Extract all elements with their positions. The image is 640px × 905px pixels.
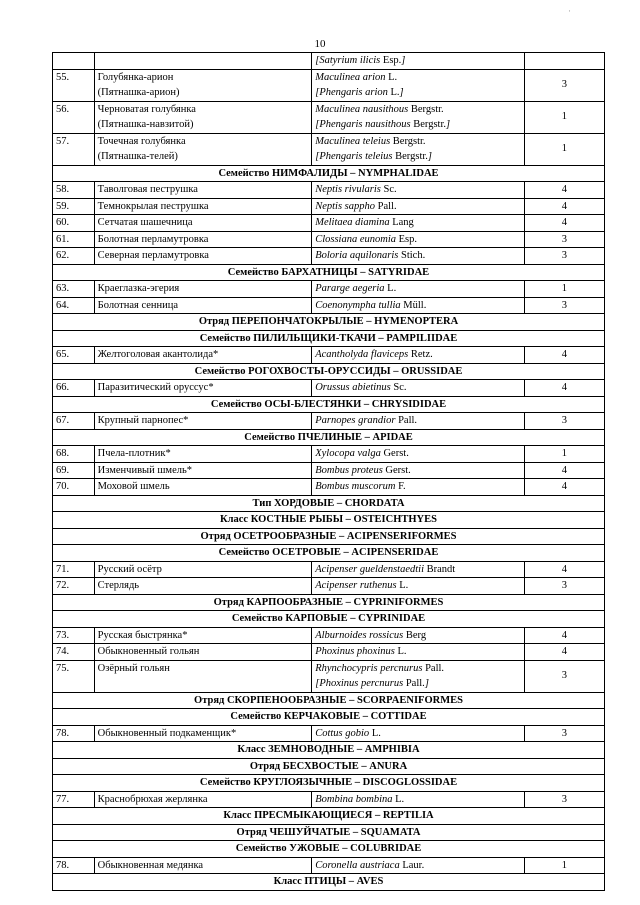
russian-name	[94, 101, 312, 133]
russian-name	[94, 578, 312, 595]
section-header-row	[53, 495, 605, 512]
scientific-name: Bombus muscorum	[315, 481, 396, 492]
latin-name	[312, 446, 524, 463]
russian-name	[94, 281, 312, 298]
latin-name-line	[315, 628, 520, 644]
russian-name	[94, 462, 312, 479]
author: Bergstr.	[413, 119, 447, 130]
corner-mark: ·	[568, 6, 571, 16]
russian-name	[94, 215, 312, 232]
latin-name-line	[315, 232, 520, 248]
russian-name-line: Пчела-плотник*	[97, 448, 171, 459]
row-number: 65.	[53, 347, 95, 364]
russian-name-line: Обыкновенный подкаменщик*	[97, 727, 237, 739]
section-header-row	[53, 363, 605, 380]
category: 4	[524, 347, 604, 364]
latin-name	[312, 281, 524, 298]
russian-name-line: Русская быстрянка*	[97, 629, 188, 641]
scientific-name: Maculinea teleius	[315, 135, 391, 147]
row-number: 67.	[53, 413, 95, 430]
latin-name	[312, 347, 524, 364]
category: 3	[524, 578, 604, 595]
section-header: Семейство РОГОХВОСТЫ-ОРУССИДЫ – ORUSSIDAE	[53, 363, 605, 380]
russian-name-line: (Пятнашка-арион)	[97, 87, 180, 98]
scientific-name: Bombus proteus	[315, 464, 383, 476]
russian-name-line: Изменчивый шмель*	[97, 464, 193, 476]
category: 3	[524, 248, 604, 265]
russian-name	[94, 198, 312, 215]
table-row	[53, 479, 605, 496]
scientific-name: Phengaris arion	[319, 87, 388, 98]
category: 1	[524, 101, 604, 133]
table-row	[53, 462, 605, 479]
scientific-name: Phoxinus percnurus	[319, 678, 404, 689]
russian-name-line: Крупный парнопес*	[97, 415, 189, 426]
russian-name	[94, 627, 312, 644]
row-number: 57.	[53, 133, 95, 165]
category: 3	[524, 660, 604, 692]
table-row	[53, 297, 605, 314]
category: 4	[524, 198, 604, 215]
russian-name-line: Точечная голубянка	[97, 135, 186, 147]
scientific-name: Cottus gobio	[315, 727, 370, 739]
category: 4	[524, 644, 604, 661]
table-row	[53, 69, 605, 101]
scientific-name: Orussus abietinus	[315, 382, 391, 393]
category	[524, 53, 604, 70]
category: 3	[524, 69, 604, 101]
section-header-row	[53, 692, 605, 709]
scientific-name: Maculinea nausithous	[315, 103, 409, 115]
species-table-body	[53, 53, 605, 891]
table-row	[53, 644, 605, 661]
latin-name	[312, 101, 524, 133]
russian-name	[94, 561, 312, 578]
author: L.	[371, 727, 381, 739]
category: 4	[524, 462, 604, 479]
latin-name-line	[315, 281, 520, 297]
row-number: 56.	[53, 101, 95, 133]
row-number: 77.	[53, 791, 95, 808]
section-header: Отряд БЕСХВОСТЫЕ – ANURA	[53, 758, 605, 775]
latin-name-line	[315, 298, 520, 314]
russian-name	[94, 133, 312, 165]
table-row	[53, 231, 605, 248]
row-number: 68.	[53, 446, 95, 463]
section-header: Семейство НИМФАЛИДЫ – NYMPHALIDAE	[53, 165, 605, 182]
latin-name-line	[315, 248, 520, 264]
author: F.	[398, 481, 406, 492]
table-row	[53, 561, 605, 578]
section-header: Семейство УЖОВЫЕ – COLUBRIDAE	[53, 841, 605, 858]
russian-name-line: Темнокрылая пеструшка	[97, 200, 209, 212]
table-row	[53, 53, 605, 70]
section-header-row	[53, 808, 605, 825]
russian-name-line: Стерлядь	[97, 580, 140, 591]
section-header: Семейство КЕРЧАКОВЫЕ – COTTIDAE	[53, 709, 605, 726]
scientific-name: Boloria aquilonaris	[315, 250, 399, 261]
row-number: 59.	[53, 198, 95, 215]
author: Pall.	[405, 678, 425, 689]
author: Gerst.	[385, 464, 411, 476]
category: 4	[524, 182, 604, 199]
latin-name	[312, 69, 524, 101]
author: L.	[399, 580, 409, 591]
section-header: Отряд ПЕРЕПОНЧАТОКРЫЛЫЕ – HYMENOPTERA	[53, 314, 605, 331]
author: Bergstr.	[392, 135, 426, 147]
table-row	[53, 133, 605, 165]
author: Brandt	[426, 563, 456, 575]
section-header-row	[53, 874, 605, 891]
latin-name-line	[315, 70, 520, 86]
scientific-name: Coenonympha tullia	[315, 299, 401, 311]
latin-name-line	[315, 792, 520, 808]
category: 3	[524, 231, 604, 248]
section-header: Тип ХОРДОВЫЕ – CHORDATA	[53, 495, 605, 512]
row-number	[53, 53, 95, 70]
category: 3	[524, 725, 604, 742]
latin-name	[312, 578, 524, 595]
latin-name	[312, 297, 524, 314]
category: 4	[524, 215, 604, 232]
russian-name-line: Сетчатая шашечница	[97, 217, 193, 228]
scientific-name: Phengaris teleius	[319, 151, 393, 162]
latin-name	[312, 857, 524, 874]
russian-name-line: Паразитический оруссус*	[97, 382, 214, 393]
latin-name-line	[315, 726, 520, 742]
russian-name	[94, 182, 312, 199]
section-header-row	[53, 429, 605, 446]
russian-name	[94, 380, 312, 397]
latin-name	[312, 479, 524, 496]
section-header: Семейство КАРПОВЫЕ – CYPRINIDAE	[53, 611, 605, 628]
latin-name	[312, 413, 524, 430]
table-row	[53, 380, 605, 397]
russian-name	[94, 857, 312, 874]
row-number: 58.	[53, 182, 95, 199]
russian-name	[94, 69, 312, 101]
russian-name	[94, 725, 312, 742]
russian-name-line: Краснобрюхая жерлянка	[97, 793, 208, 805]
scientific-name: Pararge aegeria	[315, 283, 385, 294]
scientific-name: Phoxinus phoxinus	[315, 646, 395, 657]
section-header-row	[53, 709, 605, 726]
latin-name-line	[315, 134, 520, 150]
author: Esp.	[382, 55, 402, 66]
latin-name	[312, 462, 524, 479]
russian-name-line: Болотная перламутровка	[97, 233, 209, 245]
row-number: 78.	[53, 857, 95, 874]
section-header: Класс ПТИЦЫ – AVES	[53, 874, 605, 891]
table-row	[53, 725, 605, 742]
author: Esp.	[398, 233, 418, 245]
section-header-row	[53, 824, 605, 841]
russian-name-line: Болотная сенница	[97, 299, 179, 311]
latin-name	[312, 133, 524, 165]
category: 3	[524, 791, 604, 808]
table-row	[53, 215, 605, 232]
scientific-name: Coronella austriaca	[315, 859, 400, 871]
russian-name	[94, 53, 312, 70]
latin-name-line	[315, 446, 520, 462]
scientific-name: Phengaris nausithous	[319, 119, 411, 130]
author: L.	[395, 793, 405, 805]
row-number: 73.	[53, 627, 95, 644]
latin-name	[312, 660, 524, 692]
latin-name-line	[315, 578, 520, 594]
latin-name	[312, 231, 524, 248]
latin-name-line	[315, 347, 520, 363]
latin-name	[312, 215, 524, 232]
row-number: 55.	[53, 69, 95, 101]
russian-name-line: Моховой шмель	[97, 481, 170, 492]
author: Müll.	[403, 299, 427, 311]
section-header: Отряд КАРПООБРАЗНЫЕ – CYPRINIFORMES	[53, 594, 605, 611]
latin-name	[312, 644, 524, 661]
section-header-row	[53, 594, 605, 611]
latin-name	[312, 725, 524, 742]
russian-name	[94, 347, 312, 364]
russian-name	[94, 660, 312, 692]
row-number: 72.	[53, 578, 95, 595]
russian-name-line: Русский осётр	[97, 563, 162, 575]
section-header-row	[53, 165, 605, 182]
section-header: Семейство ПЧЕЛИНЫЕ – APIDAE	[53, 429, 605, 446]
latin-name	[312, 53, 524, 70]
row-number: 70.	[53, 479, 95, 496]
section-header: Семейство КРУГЛОЯЗЫЧНЫЕ – DISCOGLOSSIDAE	[53, 775, 605, 792]
section-header-row	[53, 611, 605, 628]
latin-name-line: [Phengaris arion L.]	[315, 87, 404, 98]
table-row	[53, 446, 605, 463]
author: L.	[390, 87, 400, 98]
row-number: 69.	[53, 462, 95, 479]
latin-name-line: [Phengaris teleius Bergstr.]	[315, 151, 433, 162]
russian-name	[94, 479, 312, 496]
russian-name-line: Голубянка-арион	[97, 71, 174, 83]
category: 4	[524, 627, 604, 644]
row-number: 62.	[53, 248, 95, 265]
latin-name-line	[315, 215, 520, 231]
section-header: Семейство ОСЫ-БЛЕСТЯНКИ – CHRYSIDIDAE	[53, 396, 605, 413]
scientific-name: Neptis rivularis	[315, 184, 381, 195]
russian-name-line: Обыкновенная медянка	[97, 859, 204, 871]
section-header: Отряд СКОРПЕНООБРАЗНЫЕ – SCORPAENIFORMES	[53, 692, 605, 709]
table-row	[53, 857, 605, 874]
category: 3	[524, 297, 604, 314]
latin-name-line	[315, 182, 520, 198]
row-number: 63.	[53, 281, 95, 298]
species-table	[52, 52, 605, 891]
page-number: 10	[314, 38, 326, 50]
author: Stich.	[400, 250, 426, 261]
russian-name	[94, 231, 312, 248]
russian-name-line: Желтоголовая акантолида*	[97, 349, 219, 360]
author: Gerst.	[383, 448, 409, 459]
table-row	[53, 627, 605, 644]
table-row	[53, 182, 605, 199]
latin-name	[312, 627, 524, 644]
russian-name	[94, 644, 312, 661]
scientific-name: Acipenser gueldenstaedtii	[315, 563, 424, 575]
row-number: 74.	[53, 644, 95, 661]
section-header-row	[53, 758, 605, 775]
row-number: 75.	[53, 660, 95, 692]
scientific-name: Bombina bombina	[315, 793, 393, 805]
row-number: 66.	[53, 380, 95, 397]
author: L.	[397, 646, 407, 657]
author: Retz.	[410, 349, 433, 360]
author: Bergstr.	[410, 103, 444, 115]
latin-name-line	[315, 644, 520, 660]
latin-name	[312, 248, 524, 265]
russian-name-line: Северная перламутровка	[97, 250, 209, 261]
author: Laur.	[402, 859, 425, 871]
russian-name-line: Обыкновенный гольян	[97, 646, 200, 657]
section-header-row	[53, 396, 605, 413]
scientific-name: Neptis sappho	[315, 200, 376, 212]
author: Lang	[392, 217, 414, 228]
table-row	[53, 198, 605, 215]
latin-name	[312, 380, 524, 397]
scientific-name: Maculinea arion	[315, 71, 386, 83]
category: 3	[524, 413, 604, 430]
author: Pall.	[377, 200, 397, 212]
section-header: Семейство ОСЕТРОВЫЕ – ACIPENSERIDAE	[53, 545, 605, 562]
russian-name	[94, 248, 312, 265]
table-row	[53, 347, 605, 364]
section-header-row	[53, 775, 605, 792]
latin-name-line: [Phoxinus percnurus Pall.]	[315, 678, 429, 689]
russian-name-line: Краеглазка-эгерия	[97, 283, 180, 294]
russian-name-line: (Пятнашка-навзитой)	[97, 119, 194, 130]
category: 4	[524, 380, 604, 397]
scientific-name: Satyrium ilicis	[319, 55, 381, 66]
section-header: Семейство БАРХАТНИЦЫ – SATYRIDAE	[53, 264, 605, 281]
russian-name	[94, 791, 312, 808]
section-header-row	[53, 742, 605, 759]
section-header-row	[53, 330, 605, 347]
section-header: Класс ПРЕСМЫКАЮЩИЕСЯ – REPTILIA	[53, 808, 605, 825]
section-header-row	[53, 314, 605, 331]
section-header: Отряд ЧЕШУЙЧАТЫЕ – SQUAMATA	[53, 824, 605, 841]
latin-name-line	[315, 102, 520, 118]
scientific-name: Parnopes grandior	[315, 415, 396, 426]
russian-name-line: Озёрный гольян	[97, 662, 170, 674]
scientific-name: Clossiana eunomia	[315, 233, 397, 245]
author: Sc.	[393, 382, 407, 393]
category: 1	[524, 446, 604, 463]
scientific-name: Alburnoides rossicus	[315, 629, 404, 641]
latin-name-line	[315, 858, 520, 874]
table-row	[53, 413, 605, 430]
section-header: Класс ЗЕМНОВОДНЫЕ – AMPHIBIA	[53, 742, 605, 759]
russian-name-line: Таволговая пеструшка	[97, 184, 198, 195]
author: Pall.	[398, 415, 418, 426]
table-row	[53, 101, 605, 133]
row-number: 60.	[53, 215, 95, 232]
latin-name-line	[315, 479, 520, 495]
russian-name	[94, 413, 312, 430]
scientific-name: Melitaea diamina	[315, 217, 390, 228]
table-row	[53, 578, 605, 595]
latin-name-line	[315, 199, 520, 215]
author: Bergstr.	[395, 151, 428, 162]
latin-name-line	[315, 380, 520, 396]
latin-name-line	[315, 562, 520, 578]
category: 1	[524, 133, 604, 165]
russian-name	[94, 446, 312, 463]
latin-name	[312, 198, 524, 215]
section-header-row	[53, 264, 605, 281]
author: L.	[388, 71, 398, 83]
russian-name-line: Черноватая голубянка	[97, 103, 196, 115]
section-header-row	[53, 512, 605, 529]
section-header: Отряд ОСЕТРООБРАЗНЫЕ – ACIPENSERIFORMES	[53, 528, 605, 545]
category: 4	[524, 561, 604, 578]
row-number: 61.	[53, 231, 95, 248]
scientific-name: Acipenser ruthenus	[315, 580, 397, 591]
russian-name	[94, 297, 312, 314]
section-header-row	[53, 545, 605, 562]
category: 1	[524, 857, 604, 874]
section-header-row	[53, 528, 605, 545]
row-number: 64.	[53, 297, 95, 314]
scientific-name: Xylocopa valga	[315, 448, 381, 459]
russian-name-line	[98, 53, 309, 69]
section-header-row	[53, 841, 605, 858]
latin-name	[312, 182, 524, 199]
latin-name-line	[315, 463, 520, 479]
row-number: 78.	[53, 725, 95, 742]
category: 1	[524, 281, 604, 298]
author: Berg	[405, 629, 427, 641]
scientific-name: Rhynchocypris percnurus	[315, 662, 423, 674]
scientific-name: Acantholyda flaviceps	[315, 349, 409, 360]
row-number: 71.	[53, 561, 95, 578]
category: 4	[524, 479, 604, 496]
latin-name	[312, 561, 524, 578]
latin-name-line	[315, 413, 520, 429]
author: Pall.	[425, 662, 445, 674]
section-header: Семейство ПИЛИЛЬЩИКИ-ТКАЧИ – PAMPILIIDAE	[53, 330, 605, 347]
latin-name-line: [Satyrium ilicis Esp.]	[315, 55, 406, 66]
table-row	[53, 248, 605, 265]
table-row	[53, 791, 605, 808]
table-row	[53, 281, 605, 298]
table-row	[53, 660, 605, 692]
author: Sc.	[383, 184, 397, 195]
latin-name-line: [Phengaris nausithous Bergstr.]	[315, 119, 451, 130]
section-header: Класс КОСТНЫЕ РЫБЫ – OSTEICHTHYES	[53, 512, 605, 529]
latin-name	[312, 791, 524, 808]
russian-name-line: (Пятнашка-телей)	[97, 151, 178, 162]
latin-name-line	[315, 661, 520, 677]
author: L.	[387, 283, 397, 294]
